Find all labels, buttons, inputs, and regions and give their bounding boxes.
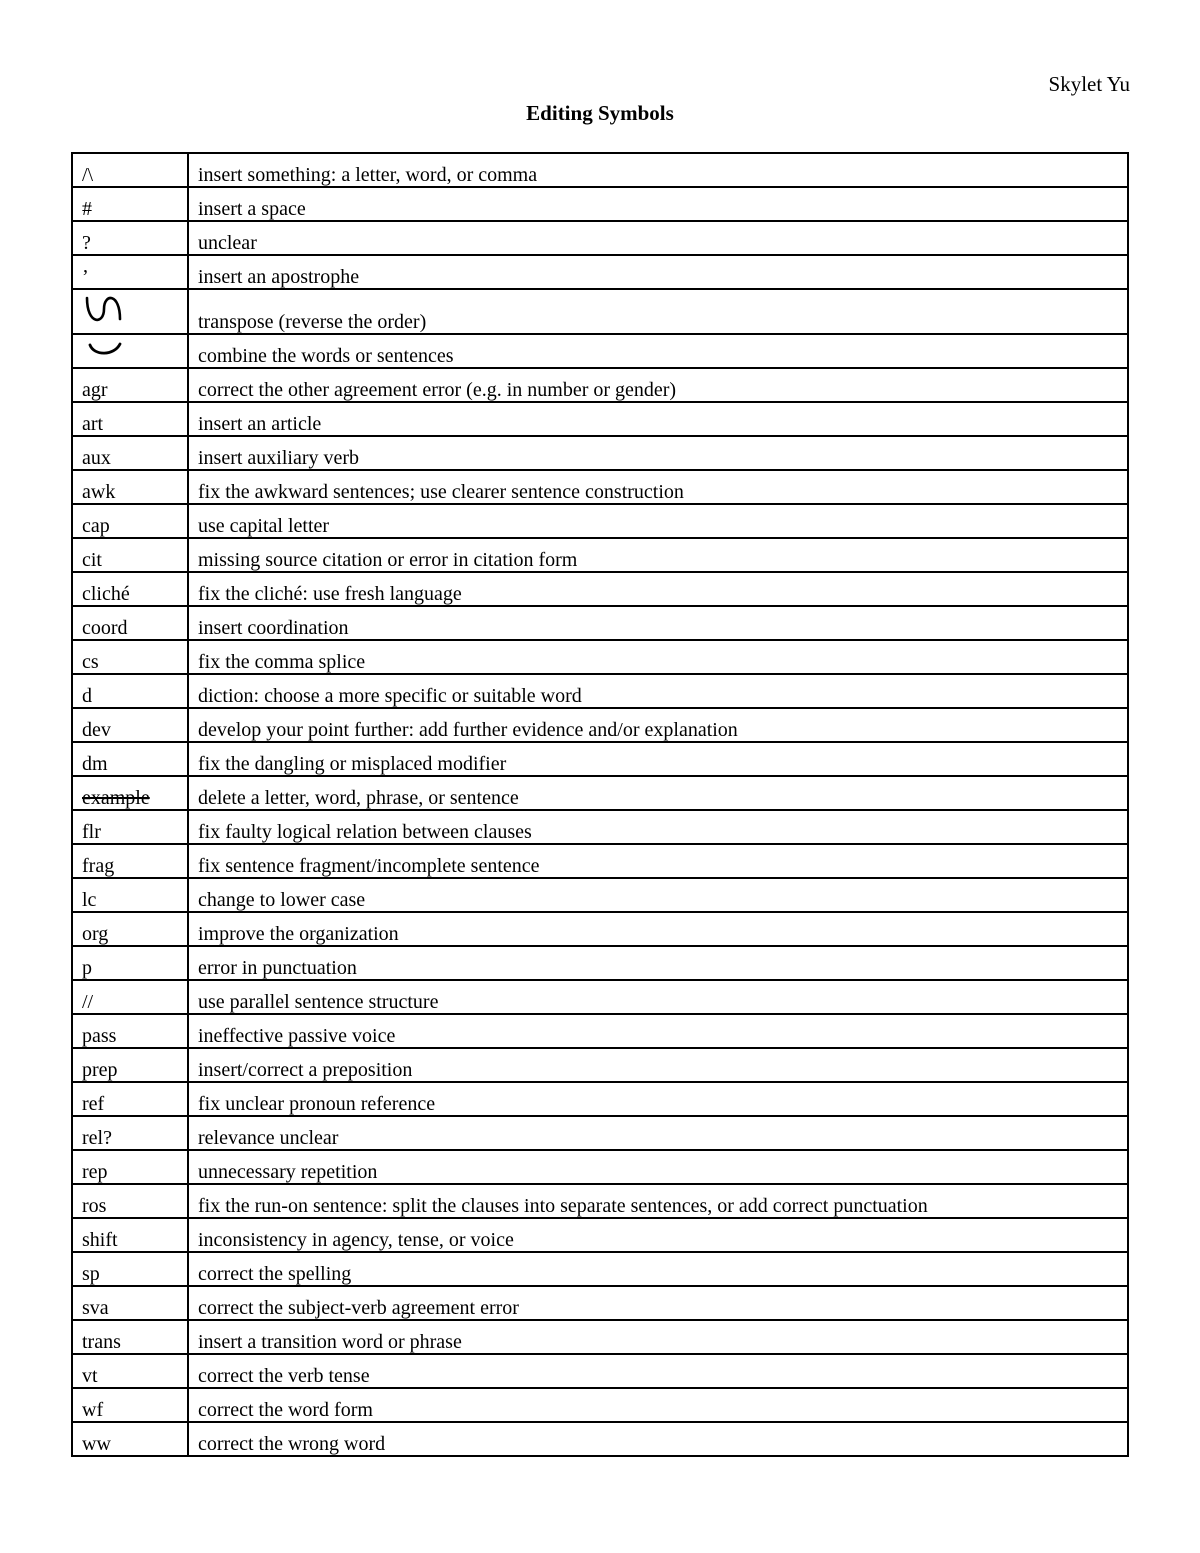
table-row (72, 538, 1128, 572)
table-row (72, 844, 1128, 878)
symbol-cell: ? (72, 221, 188, 255)
meaning-cell: correct the word form (188, 1388, 1128, 1422)
symbol-cell: awk (72, 470, 188, 504)
table-row (72, 1116, 1128, 1150)
symbol-cell: flr (72, 810, 188, 844)
symbol-cell: dev (72, 708, 188, 742)
meaning-cell: insert a space (188, 187, 1128, 221)
symbol-cell: aux (72, 436, 188, 470)
symbol-cell: ww (72, 1422, 188, 1456)
symbol-cell: ros (72, 1184, 188, 1218)
meaning-cell: correct the subject-verb agreement error (188, 1286, 1128, 1320)
author-name: Skylet Yu (1048, 72, 1130, 96)
table-row (72, 402, 1128, 436)
editing-symbols-table (71, 152, 1129, 1457)
symbol-cell: dm (72, 742, 188, 776)
symbol-cell: d (72, 674, 188, 708)
table-row (72, 1286, 1128, 1320)
meaning-cell: use capital letter (188, 504, 1128, 538)
table-row (72, 1184, 1128, 1218)
meaning-cell: insert an article (188, 402, 1128, 436)
table-row (72, 153, 1128, 187)
symbol-cell: ’ (72, 255, 188, 289)
meaning-cell: transpose (reverse the order) (188, 289, 1128, 334)
meaning-cell: diction: choose a more specific or suitable word (188, 674, 1128, 708)
meaning-cell: develop your point further: add further evidence and/or explanation (188, 708, 1128, 742)
table-row (72, 255, 1128, 289)
table-row (72, 1354, 1128, 1388)
table-row (72, 946, 1128, 980)
table-row (72, 1014, 1128, 1048)
symbol-cell: trans (72, 1320, 188, 1354)
symbol-cell: agr (72, 368, 188, 402)
table-row (72, 1048, 1128, 1082)
meaning-cell: fix faulty logical relation between clauses (188, 810, 1128, 844)
meaning-cell: inconsistency in agency, tense, or voice (188, 1218, 1128, 1252)
page-title: Editing Symbols (526, 101, 674, 125)
meaning-cell: combine the words or sentences (188, 334, 1128, 368)
table-row (72, 470, 1128, 504)
symbol-cell: cap (72, 504, 188, 538)
table-row (72, 606, 1128, 640)
meaning-cell: insert auxiliary verb (188, 436, 1128, 470)
table-row (72, 776, 1128, 810)
table-row (72, 1252, 1128, 1286)
table-row (72, 912, 1128, 946)
table-row (72, 708, 1128, 742)
symbol-cell: art (72, 402, 188, 436)
meaning-cell: error in punctuation (188, 946, 1128, 980)
table-row (72, 334, 1128, 368)
symbol-cell: // (72, 980, 188, 1014)
symbol-cell: rep (72, 1150, 188, 1184)
meaning-cell: correct the spelling (188, 1252, 1128, 1286)
symbol-cell: /\ (72, 153, 188, 187)
meaning-cell: use parallel sentence structure (188, 980, 1128, 1014)
symbol-cell: pass (72, 1014, 188, 1048)
meaning-cell: fix unclear pronoun reference (188, 1082, 1128, 1116)
meaning-cell: correct the verb tense (188, 1354, 1128, 1388)
symbol-cell: shift (72, 1218, 188, 1252)
symbol-cell: vt (72, 1354, 188, 1388)
symbol-cell: prep (72, 1048, 188, 1082)
meaning-cell: change to lower case (188, 878, 1128, 912)
table-row (72, 980, 1128, 1014)
meaning-cell: correct the wrong word (188, 1422, 1128, 1456)
table-row (72, 221, 1128, 255)
meaning-cell: fix the awkward sentences; use clearer sentence construction (188, 470, 1128, 504)
table-row (72, 504, 1128, 538)
table-row (72, 640, 1128, 674)
strikethrough-example: example (82, 787, 150, 809)
table-row (72, 878, 1128, 912)
symbol-cell: frag (72, 844, 188, 878)
table-row (72, 1422, 1128, 1456)
table-row (72, 810, 1128, 844)
symbol-cell: wf (72, 1388, 188, 1422)
meaning-cell: relevance unclear (188, 1116, 1128, 1150)
symbol-cell: sp (72, 1252, 188, 1286)
table-row (72, 572, 1128, 606)
meaning-cell: insert a transition word or phrase (188, 1320, 1128, 1354)
symbol-cell (72, 334, 188, 368)
symbol-cell (72, 776, 188, 810)
symbol-cell: org (72, 912, 188, 946)
table-row (72, 289, 1128, 334)
table-row (72, 1082, 1128, 1116)
table-row (72, 674, 1128, 708)
symbol-cell: coord (72, 606, 188, 640)
close-up-mark-icon (82, 340, 130, 363)
meaning-cell: fix the comma splice (188, 640, 1128, 674)
meaning-cell: insert something: a letter, word, or comma (188, 153, 1128, 187)
symbol-cell: cs (72, 640, 188, 674)
meaning-cell: delete a letter, word, phrase, or sentence (188, 776, 1128, 810)
meaning-cell: fix sentence fragment/incomplete sentence (188, 844, 1128, 878)
meaning-cell: fix the run-on sentence: split the clauses into separate sentences, or add correct punctuation (188, 1184, 1128, 1218)
table-row (72, 1388, 1128, 1422)
symbol-cell: ref (72, 1082, 188, 1116)
symbol-cell: rel? (72, 1116, 188, 1150)
meaning-cell: insert/correct a preposition (188, 1048, 1128, 1082)
symbol-cell: cit (72, 538, 188, 572)
table-row (72, 368, 1128, 402)
table-row (72, 1320, 1128, 1354)
symbol-cell: # (72, 187, 188, 221)
meaning-cell: ineffective passive voice (188, 1014, 1128, 1048)
meaning-cell: unclear (188, 221, 1128, 255)
meaning-cell: fix the cliché: use fresh language (188, 572, 1128, 606)
meaning-cell: missing source citation or error in citation form (188, 538, 1128, 572)
table-row (72, 1218, 1128, 1252)
meaning-cell: fix the dangling or misplaced modifier (188, 742, 1128, 776)
symbol-cell: p (72, 946, 188, 980)
meaning-cell: correct the other agreement error (e.g. in number or gender) (188, 368, 1128, 402)
table-row (72, 187, 1128, 221)
symbol-cell: lc (72, 878, 188, 912)
meaning-cell: unnecessary repetition (188, 1150, 1128, 1184)
symbol-cell (72, 289, 188, 334)
table-row (72, 1150, 1128, 1184)
meaning-cell: improve the organization (188, 912, 1128, 946)
symbol-cell: sva (72, 1286, 188, 1320)
table-row (72, 742, 1128, 776)
transpose-mark-icon (82, 293, 130, 330)
meaning-cell: insert coordination (188, 606, 1128, 640)
table-row (72, 436, 1128, 470)
meaning-cell: insert an apostrophe (188, 255, 1128, 289)
symbol-cell: cliché (72, 572, 188, 606)
